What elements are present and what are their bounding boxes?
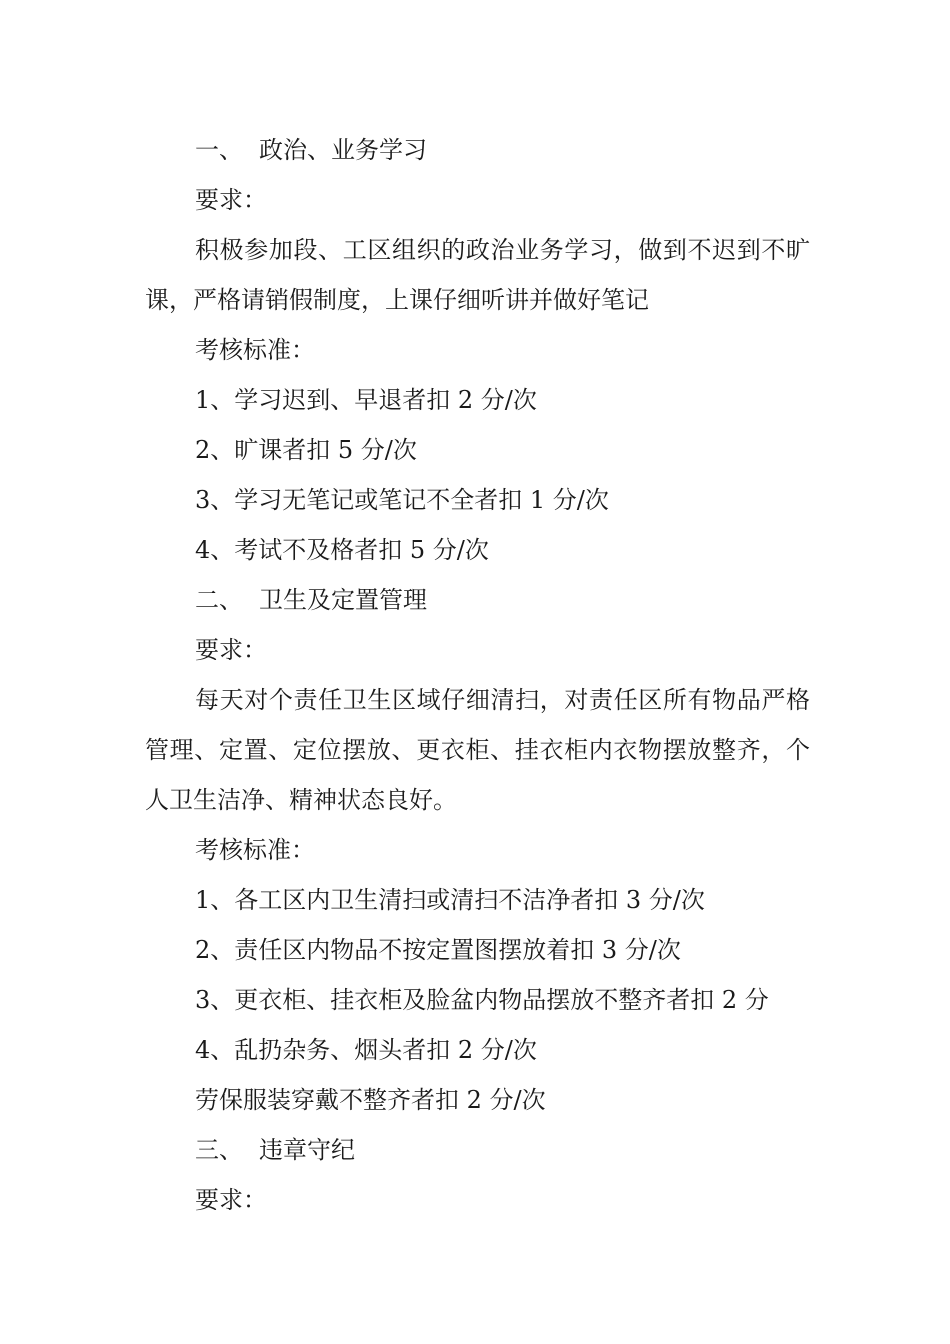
requirement-label: 要求： [195,636,267,664]
requirement-label: 要求： [195,186,267,214]
section-heading-2 [145,575,810,625]
section-number: 二、 [195,586,243,614]
section-heading-1 [145,125,810,175]
requirement-text: 每天对个责任卫生区域仔细清扫，对责任区所有物品严格管理、定置、定位摆放、更衣柜、挂衣柜内衣物摆放整齐，个人卫生洁净、精神状态良好。 [145,686,810,814]
list-item: 劳保服装穿戴不整齐者扣 2 分/次 [195,1086,546,1114]
section-heading-3 [145,1125,810,1175]
list-item: 2、旷课者扣 5 分/次 [195,436,417,464]
section-title: 违章守纪 [259,1136,355,1164]
list-item: 1、各工区内卫生清扫或清扫不洁净者扣 3 分/次 [195,886,705,914]
list-item: 3、更衣柜、挂衣柜及脸盆内物品摆放不整齐者扣 2 分 [195,986,769,1014]
section-title: 卫生及定置管理 [259,586,427,614]
section-title: 政治、业务学习 [259,136,427,164]
requirement-text: 积极参加段、工区组织的政治业务学习，做到不迟到不旷课，严格请销假制度，上课仔细听讲并做好笔记 [145,236,810,314]
list-item: 4、乱扔杂务、烟头者扣 2 分/次 [195,1036,537,1064]
list-item: 4、考试不及格者扣 5 分/次 [195,536,489,564]
standard-label: 考核标准： [195,836,315,864]
standard-label: 考核标准： [195,336,315,364]
list-item: 3、学习无笔记或笔记不全者扣 1 分/次 [195,486,609,514]
section-number: 三、 [195,1136,243,1164]
document-page [145,125,810,1225]
list-item: 1、学习迟到、早退者扣 2 分/次 [195,386,537,414]
requirement-label: 要求： [195,1186,267,1214]
section-number: 一、 [195,136,243,164]
list-item: 2、责任区内物品不按定置图摆放着扣 3 分/次 [195,936,681,964]
